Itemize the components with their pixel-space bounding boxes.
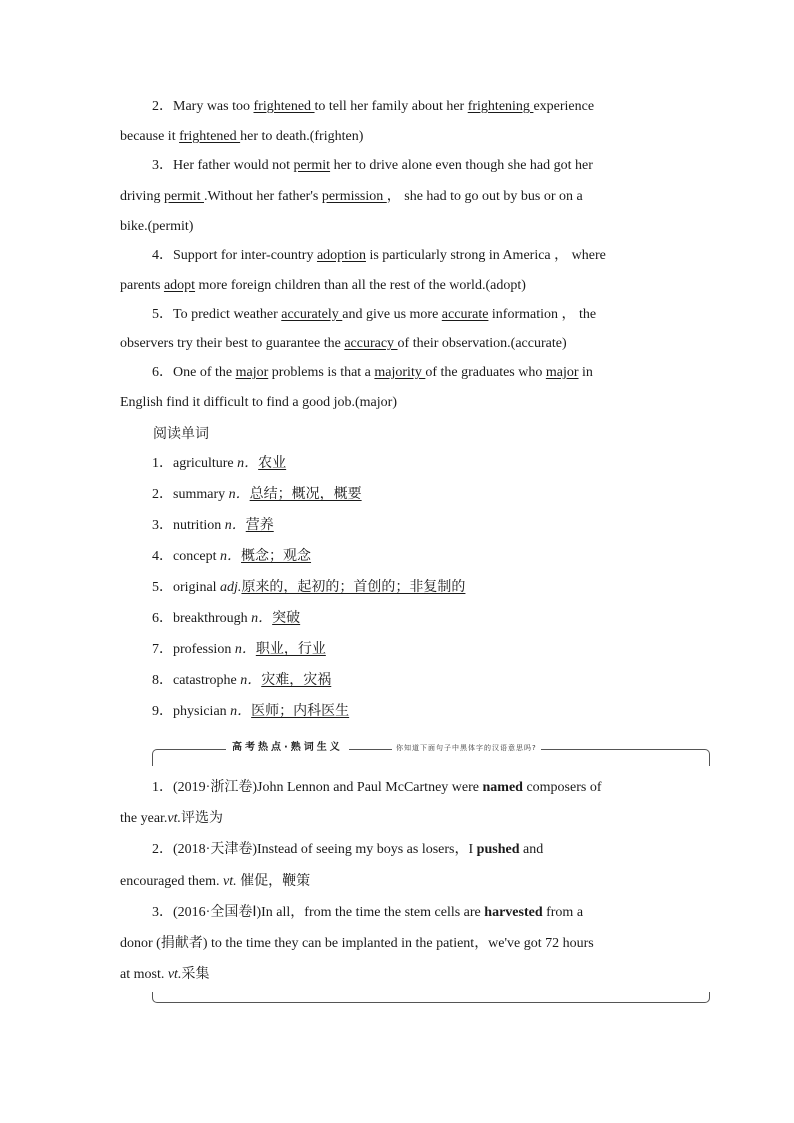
text-segment: ， she had to go out by bus or on a xyxy=(386,189,583,204)
banner-title: 高考热点·熟词生义 xyxy=(226,741,349,755)
chinese-text: 评选为 xyxy=(181,810,224,826)
exercise-line xyxy=(120,277,526,295)
exercise-line xyxy=(120,188,583,206)
vocab-meaning: 灾难，灾祸 xyxy=(261,672,332,688)
chinese-text: 全国卷Ⅰ xyxy=(210,904,257,920)
vocab-pos: n． xyxy=(251,611,273,626)
vocab-number: 9． xyxy=(152,704,173,719)
vocab-pos: n． xyxy=(234,642,256,657)
vocab-item xyxy=(152,516,274,535)
text-segment: to tell her family about her xyxy=(314,99,468,114)
answer-blank: accurately xyxy=(281,307,343,322)
exercise-line xyxy=(152,364,593,382)
part-of-speech: vt. xyxy=(167,811,182,826)
chinese-text: 催促，鞭策 xyxy=(240,873,311,889)
text-segment: composers of xyxy=(522,780,602,795)
vocab-item xyxy=(152,671,331,690)
chinese-text: 采集 xyxy=(181,966,210,982)
vocab-item xyxy=(152,609,300,628)
vocab-item xyxy=(152,454,286,473)
text-segment: her to drive alone even though she had got her xyxy=(330,158,593,173)
text-segment: driving xyxy=(120,189,164,204)
text-segment: )John Lennon and Paul McCartney were xyxy=(252,780,483,795)
text-segment: English find it difficult to find a good job.(major) xyxy=(120,395,397,410)
vocab-meaning: 突破 xyxy=(272,610,301,626)
hot-item-line xyxy=(152,778,602,797)
text-segment: 5．To predict weather xyxy=(152,307,282,322)
vocab-word: concept xyxy=(173,549,221,564)
chinese-text: 天津卷 xyxy=(210,841,253,857)
exercise-line xyxy=(120,394,397,412)
reading-words-heading: 阅读单词 xyxy=(153,426,209,442)
text-segment: experience xyxy=(533,99,595,114)
text-segment: encouraged them. xyxy=(120,874,224,889)
text-segment: .Without her father's xyxy=(204,189,322,204)
vocab-meaning: 概念；观念 xyxy=(241,548,312,564)
vocab-number: 5． xyxy=(152,580,173,595)
chinese-text: 捐献者 xyxy=(160,935,203,951)
exercise-line xyxy=(120,335,567,353)
vocab-number: 1． xyxy=(152,456,173,471)
vocab-pos: n． xyxy=(224,518,246,533)
text-segment: 1．(2019· xyxy=(152,780,211,795)
text-segment: problems is that a xyxy=(268,365,375,380)
hot-item-line xyxy=(120,934,594,953)
vocab-word: summary xyxy=(173,487,229,502)
text-segment: and give us more xyxy=(342,307,442,322)
text-segment: from a xyxy=(542,905,584,920)
text-segment: because it xyxy=(120,129,180,144)
text-segment: 3．Her father would not xyxy=(152,158,294,173)
text-segment: of their observation.(accurate) xyxy=(397,336,567,351)
text-segment: )Instead of seeing my boys as losers，I xyxy=(252,842,477,857)
vocab-pos: adj. xyxy=(220,580,242,595)
vocab-word: physician xyxy=(173,704,231,719)
text-segment: ) to the time they can be implanted in the patient，we've got 72 hours xyxy=(202,936,594,951)
text-segment: at most. xyxy=(120,967,168,982)
text-segment: donor ( xyxy=(120,936,161,951)
answer-blank: permit xyxy=(163,189,204,204)
vocab-pos: n． xyxy=(228,487,250,502)
vocab-number: 3． xyxy=(152,518,173,533)
vocab-word: nutrition xyxy=(173,518,225,533)
answer-blank: frightened xyxy=(179,129,241,144)
hot-item-line xyxy=(152,840,543,859)
text-segment: 4．Support for inter-country xyxy=(152,248,317,263)
text-segment: 2．(2018· xyxy=(152,842,211,857)
banner-subtitle: 你知道下面句子中黑体字的汉语意思吗? xyxy=(392,742,541,754)
vocab-meaning: 营养 xyxy=(245,517,274,533)
text-segment: in xyxy=(578,365,593,380)
text-segment: 2．Mary was too xyxy=(152,99,254,114)
vocab-word: original xyxy=(173,580,221,595)
vocab-item xyxy=(152,578,465,597)
answer-blank: adoption xyxy=(316,248,366,263)
text-segment: 6．One of the xyxy=(152,365,236,380)
text-segment: )In all，from the time the stem cells are xyxy=(256,905,485,920)
answer-blank: major xyxy=(235,365,269,380)
vocab-pos: n． xyxy=(237,456,259,471)
text-segment: information ， the xyxy=(488,307,597,322)
vocab-number: 6． xyxy=(152,611,173,626)
vocab-item xyxy=(152,485,362,504)
text-segment: bike.(permit) xyxy=(120,219,194,234)
hot-item-line xyxy=(120,872,310,891)
vocab-number: 4． xyxy=(152,549,173,564)
hot-item-line xyxy=(120,965,209,984)
chinese-text: 浙江卷 xyxy=(210,779,253,795)
bold-keyword: harvested xyxy=(484,905,543,920)
text-segment: parents xyxy=(120,278,164,293)
vocab-pos: n． xyxy=(220,549,242,564)
hot-topic-banner xyxy=(152,735,710,767)
vocab-word: breakthrough xyxy=(173,611,252,626)
vocab-meaning: 职业，行业 xyxy=(255,641,326,657)
bold-keyword: pushed xyxy=(476,842,520,857)
exercise-line xyxy=(152,157,593,175)
hot-item-line xyxy=(120,809,223,828)
exercise-line xyxy=(120,128,363,146)
exercise-line xyxy=(152,247,606,265)
text-segment: 3．(2016· xyxy=(152,905,211,920)
text-segment: her to death.(frighten) xyxy=(240,129,364,144)
vocab-pos: n． xyxy=(230,704,252,719)
vocab-meaning: 总结；概况，概要 xyxy=(249,486,362,502)
part-of-speech: vt. xyxy=(223,874,237,889)
vocab-number: 7． xyxy=(152,642,173,657)
text-segment: observers try their best to guarantee the xyxy=(120,336,345,351)
exercise-line xyxy=(152,98,594,116)
text-segment: more foreign children than all the rest of the world.(adopt) xyxy=(195,278,526,293)
part-of-speech: vt. xyxy=(167,967,182,982)
vocab-meaning: 原来的，起初的；首创的；非复制的 xyxy=(241,579,466,595)
text-segment: of the graduates who xyxy=(425,365,546,380)
vocab-meaning: 医师；内科医生 xyxy=(251,703,350,719)
answer-blank: permission xyxy=(321,189,387,204)
answer-blank: frightening xyxy=(467,99,534,114)
vocab-pos: n． xyxy=(240,673,262,688)
vocab-meaning: 农业 xyxy=(258,455,287,471)
answer-blank: accuracy xyxy=(344,336,398,351)
text-segment: the year. xyxy=(120,811,168,826)
vocab-number: 8． xyxy=(152,673,173,688)
text-segment: and xyxy=(519,842,544,857)
vocab-number: 2． xyxy=(152,487,173,502)
exercise-line xyxy=(152,306,596,324)
answer-blank: adopt xyxy=(163,278,196,293)
answer-blank: major xyxy=(545,365,579,380)
vocab-word: profession xyxy=(173,642,235,657)
exercise-line xyxy=(120,218,193,236)
answer-blank: frightened xyxy=(253,99,315,114)
text-segment: is particularly strong in America ， where xyxy=(365,248,606,263)
answer-blank: majority xyxy=(374,365,426,380)
vocab-item xyxy=(152,547,311,566)
banner-bottom-frame xyxy=(152,992,710,1003)
answer-blank: accurate xyxy=(441,307,489,322)
bold-keyword: named xyxy=(482,780,523,795)
answer-blank: permit xyxy=(293,158,331,173)
vocab-item xyxy=(152,640,326,659)
vocab-item xyxy=(152,702,349,721)
vocab-word: agriculture xyxy=(173,456,238,471)
vocab-word: catastrophe xyxy=(173,673,241,688)
hot-item-line xyxy=(152,903,583,922)
